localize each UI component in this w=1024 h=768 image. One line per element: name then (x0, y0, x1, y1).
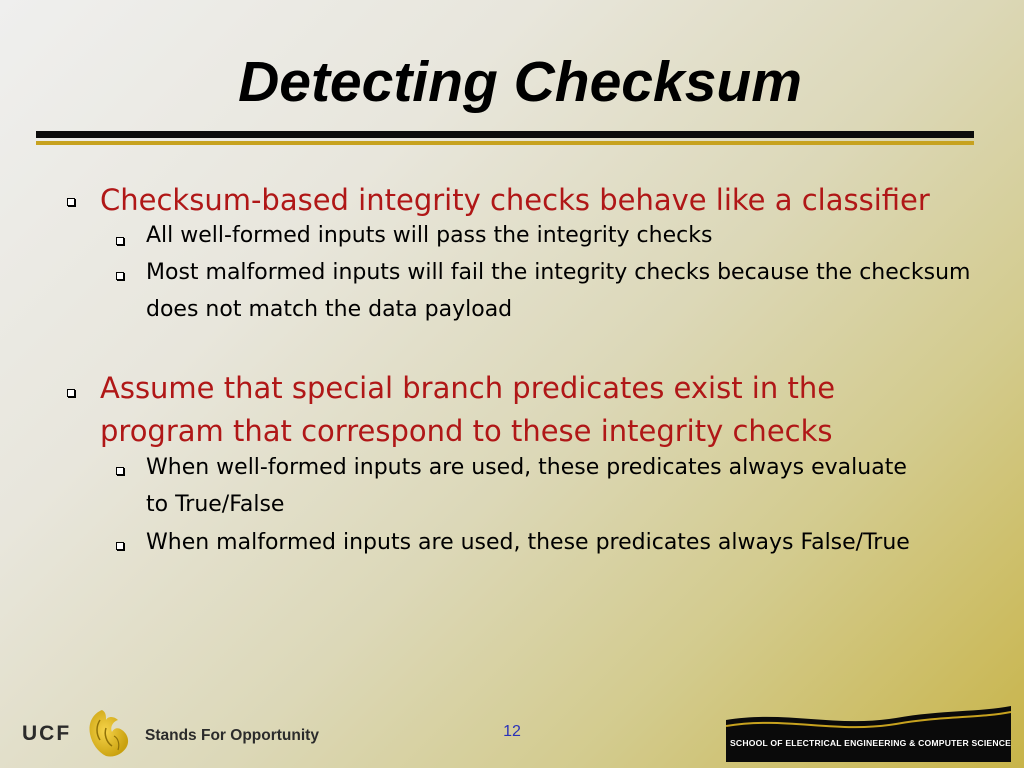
title-divider-gold (36, 141, 974, 145)
school-name: SCHOOL OF ELECTRICAL ENGINEERING & COMPUTER SCIENCE (730, 738, 1012, 748)
bullet-1-text: Checksum-based integrity checks behave like a classifier (100, 183, 930, 217)
page-number: 12 (503, 723, 521, 740)
square-bullet-icon (116, 237, 124, 245)
square-bullet-icon (67, 389, 75, 397)
slide-title: Detecting Checksum (238, 50, 802, 114)
square-bullet-icon (116, 467, 124, 475)
school-banner (726, 706, 1011, 762)
bullet-2-sub-2-text: When malformed inputs are used, these predicates always False/True (146, 530, 910, 555)
square-bullet-icon (67, 198, 75, 206)
bullet-1-sub-1-text: All well-formed inputs will pass the integrity checks (146, 223, 713, 248)
footer-slogan: Stands For Opportunity (145, 727, 319, 744)
ucf-logo-text: UCF (22, 722, 72, 745)
bullet-2-sub-1-text: When well-formed inputs are used, these predicates always evaluate to True/False (146, 455, 907, 517)
bullet-1-sub-2-text: Most malformed inputs will fail the integrity checks because the checksum does not match the data payload (146, 260, 971, 322)
pegasus-icon (84, 706, 134, 760)
square-bullet-icon (116, 542, 124, 550)
title-divider (36, 131, 974, 138)
square-bullet-icon (116, 272, 124, 280)
bullet-2-text: Assume that special branch predicates exist in the program that correspond to these integrity checks (100, 371, 836, 448)
